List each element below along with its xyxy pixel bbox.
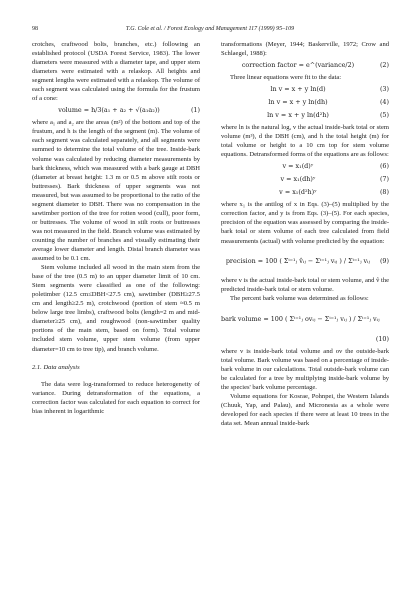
equation-body: ln v = x + y ln(dh) bbox=[268, 98, 328, 107]
equation-4 bbox=[221, 97, 389, 108]
equation-number: (8) bbox=[379, 188, 389, 197]
equation-body: correction factor = e^(variance/2) bbox=[241, 61, 355, 70]
paragraph: where v is the actual inside-bark total or stem volume, and v̂ the predicted inside-bark total or stem volume. bbox=[221, 276, 389, 293]
equation-number: (7) bbox=[379, 175, 389, 184]
equation-number: (5) bbox=[379, 111, 389, 120]
paragraph: Volume equations for Kosrae, Pohnpei, the Western Islands (Chuuk, Yap, and Palau), and Micronesia as a whole were developed for each species if there were at least 10 trees in the data set. Mean annual inside-bark bbox=[221, 392, 389, 428]
equation-7 bbox=[221, 174, 389, 185]
paragraph: The data were log-transformed to reduce heterogeneity of variance. During detransformation of the equations, a correction factor was calculated for each equation to correct for bias inherent in logarithmic bbox=[32, 380, 200, 415]
paragraph: Stem volume included all wood in the main stem from the base of the tree (0.5 m) to an upper diameter limit of 10 cm. Stem segments were classified as one of the following: poletimber (12.5 cm≤DBH<27.5 cm), sawtimber (DBH≥27.5 cm and length≥2.5 m), crotchwood (portion of stem ≈0.5 m below large tree limbs), craftwood bolts (length=2 m and mid-diameter≥25 cm), and roughwood (non-sawtimber quality portions of the main stem, based on form). Total volume included stem volume, upper stem volume (from upper diameter=10 cm to tree tip), and branch volume. bbox=[32, 264, 200, 353]
equation-body: v = x₁(dh)ʸ bbox=[280, 175, 316, 184]
equation-8 bbox=[221, 187, 389, 198]
equation-10-number-row bbox=[221, 334, 389, 345]
equation-10 bbox=[221, 306, 389, 332]
section-subheading: 2.1. Data analysis bbox=[32, 363, 80, 371]
paragraph: Three linear equations were fit to the data: bbox=[230, 74, 342, 82]
equation-2 bbox=[221, 60, 389, 71]
equation-number: (6) bbox=[379, 162, 389, 171]
left-column bbox=[32, 40, 200, 590]
paragraph: The percent bark volume was determined as follows: bbox=[230, 294, 369, 302]
equation-body: ln v = x + y ln(d²h) bbox=[267, 111, 329, 120]
page-number: 98 bbox=[32, 26, 38, 32]
paragraph: where ln is the natural log, v the actual inside-bark total or stem volume (m³), d the DBH (cm), and h the total height (m) for total volume or height to a 10 cm top for stem volume equations. Detransformed forms of the equations are as follows: bbox=[221, 124, 389, 159]
paragraph: transformations (Meyer, 1944; Baskerville, 1972; Crow and Schlaegel, 1988): bbox=[221, 41, 389, 58]
equation-body: precision = 100 ( Σⁱ⁼¹ⱼ v̂ᵢⱼ − Σⁱ⁼¹ⱼ vᵢⱼ ) / Σⁱ⁼¹ⱼ vᵢⱼ bbox=[225, 256, 371, 265]
journal-citation: T.G. Cole et al. / Forest Ecology and Management 117 (1999) 95–109 bbox=[125, 26, 295, 32]
equation-3 bbox=[221, 84, 389, 95]
equation-number: (4) bbox=[379, 98, 389, 107]
paragraph: where x₁ is the antilog of x in Eqs. (3)–(5) multiplied by the correction factor, and y is from Eqs. (3)–(5). For each species, precision of the equation was assessed by comparing the inside-bark total or stem volume of each tree calculated from field measurements (actual) with volume predicted by the equation: bbox=[221, 201, 389, 245]
equation-number: (10) bbox=[375, 334, 389, 343]
equation-number: (2) bbox=[379, 61, 389, 70]
paragraph: where v is inside-bark total volume and ov the outside-bark total volume. Bark volume was based on a percentage of inside-bark volume in our calculations. Total outside-bark volume can be calculated for a tree by multiplying inside-bark volume by the species' bark volume percentage. bbox=[221, 347, 389, 391]
equation-number: (9) bbox=[379, 256, 389, 265]
equation-number: (3) bbox=[379, 85, 389, 94]
running-header bbox=[32, 24, 388, 34]
equation-1 bbox=[32, 105, 200, 116]
equation-body: bark volume = 100 ( Σⁱ⁼¹ⱼ ovᵢⱼ − Σⁱ⁼¹ⱼ vᵢⱼ ) / Σⁱ⁼¹ⱼ vᵢⱼ bbox=[221, 314, 380, 323]
equation-body: v = x₁(d)ʸ bbox=[282, 162, 314, 171]
equation-number: (1) bbox=[190, 106, 200, 115]
paragraph: where a₁ and a₂ are the areas (m²) of the bottom and top of the frustum, and h is the length of the segment (m). The volume of each segment was calculated separately, and all segments were summed to determine the total volume of the tree. Inside-bark volume was calculated by reducing diameter measurements by bark thickness, which was measured with a bark gauge at DBH (diameter at breast height: 1.3 m or 0.5 m above stilt roots or buttresses). Bark thickness of upper segments was not measured, but was assumed to be proportional to the ratio of the segment diameter to DBH. There was no compensation in the sawtimber portion of the tree for rotten wood (cull), poor form, or buttresses. The volume of wood in stilt roots or buttresses was not measured in the field. Branch volume was estimated by counting the number of branches and visually estimating their average lower diameter and length. Distal branch diameter was assumed to be 0.1 cm. bbox=[32, 119, 200, 263]
equation-body: v = x₁(d²h)ʸ bbox=[279, 188, 317, 197]
right-column bbox=[221, 40, 389, 590]
equation-body: ln v = x + y ln(d) bbox=[270, 85, 326, 94]
equation-9 bbox=[221, 250, 389, 272]
equation-5 bbox=[221, 110, 389, 121]
equation-6 bbox=[221, 161, 389, 172]
paragraph: crotches, craftwood bolts, branches, etc.) following an established protocol (USDA Forest Service, 1983). The lower diameters were measured with a diameter tape, and upper stem diameters were estimated with a relaskop. All heights and segment lengths were estimated with a relaskop. The volume of each segment was calculated using the formula for the frustum of a cone: bbox=[32, 41, 200, 103]
equation-body: volume = h/3(a₁ + a₂ + √(a₁a₂)) bbox=[58, 106, 160, 115]
